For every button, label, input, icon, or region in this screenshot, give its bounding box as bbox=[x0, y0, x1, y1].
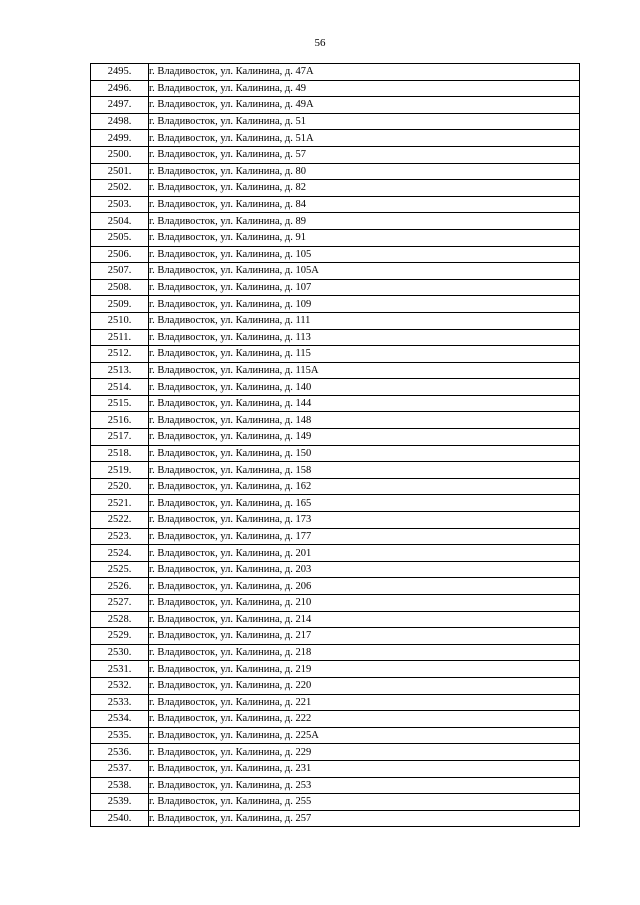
address-cell: г. Владивосток, ул. Калинина, д. 47А bbox=[149, 64, 580, 81]
row-number: 2528. bbox=[91, 611, 149, 628]
address-cell: г. Владивосток, ул. Калинина, д. 231 bbox=[149, 760, 580, 777]
address-cell: г. Владивосток, ул. Калинина, д. 162 bbox=[149, 478, 580, 495]
address-cell: г. Владивосток, ул. Калинина, д. 91 bbox=[149, 229, 580, 246]
table-row bbox=[91, 196, 580, 213]
row-number: 2499. bbox=[91, 130, 149, 147]
row-number: 2507. bbox=[91, 263, 149, 280]
table-row bbox=[91, 760, 580, 777]
row-number: 2512. bbox=[91, 346, 149, 363]
table-row bbox=[91, 677, 580, 694]
row-number: 2513. bbox=[91, 362, 149, 379]
table-row bbox=[91, 279, 580, 296]
table-row bbox=[91, 395, 580, 412]
row-number: 2495. bbox=[91, 64, 149, 81]
address-table-body bbox=[91, 64, 580, 827]
row-number: 2516. bbox=[91, 412, 149, 429]
address-cell: г. Владивосток, ул. Калинина, д. 80 bbox=[149, 163, 580, 180]
address-cell: г. Владивосток, ул. Калинина, д. 149 bbox=[149, 429, 580, 446]
table-row bbox=[91, 644, 580, 661]
address-cell: г. Владивосток, ул. Калинина, д. 49 bbox=[149, 80, 580, 97]
address-cell: г. Владивосток, ул. Калинина, д. 222 bbox=[149, 711, 580, 728]
address-cell: г. Владивосток, ул. Калинина, д. 148 bbox=[149, 412, 580, 429]
address-cell: г. Владивосток, ул. Калинина, д. 177 bbox=[149, 528, 580, 545]
address-cell: г. Владивосток, ул. Калинина, д. 49А bbox=[149, 97, 580, 114]
row-number: 2533. bbox=[91, 694, 149, 711]
table-row bbox=[91, 445, 580, 462]
address-cell: г. Владивосток, ул. Калинина, д. 140 bbox=[149, 379, 580, 396]
address-cell: г. Владивосток, ул. Калинина, д. 113 bbox=[149, 329, 580, 346]
row-number: 2509. bbox=[91, 296, 149, 313]
row-number: 2521. bbox=[91, 495, 149, 512]
table-row bbox=[91, 495, 580, 512]
row-number: 2504. bbox=[91, 213, 149, 230]
address-cell: г. Владивосток, ул. Калинина, д. 115 bbox=[149, 346, 580, 363]
address-cell: г. Владивосток, ул. Калинина, д. 165 bbox=[149, 495, 580, 512]
address-cell: г. Владивосток, ул. Калинина, д. 225А bbox=[149, 727, 580, 744]
address-cell: г. Владивосток, ул. Калинина, д. 144 bbox=[149, 395, 580, 412]
table-row bbox=[91, 379, 580, 396]
table-row bbox=[91, 429, 580, 446]
row-number: 2520. bbox=[91, 478, 149, 495]
table-row bbox=[91, 595, 580, 612]
address-cell: г. Владивосток, ул. Калинина, д. 51 bbox=[149, 113, 580, 130]
address-cell: г. Владивосток, ул. Калинина, д. 89 bbox=[149, 213, 580, 230]
row-number: 2519. bbox=[91, 462, 149, 479]
row-number: 2529. bbox=[91, 628, 149, 645]
row-number: 2538. bbox=[91, 777, 149, 794]
address-cell: г. Владивосток, ул. Калинина, д. 253 bbox=[149, 777, 580, 794]
table-row bbox=[91, 462, 580, 479]
address-cell: г. Владивосток, ул. Калинина, д. 150 bbox=[149, 445, 580, 462]
row-number: 2501. bbox=[91, 163, 149, 180]
table-row bbox=[91, 296, 580, 313]
table-row bbox=[91, 694, 580, 711]
row-number: 2496. bbox=[91, 80, 149, 97]
address-cell: г. Владивосток, ул. Калинина, д. 57 bbox=[149, 146, 580, 163]
row-number: 2536. bbox=[91, 744, 149, 761]
address-cell: г. Владивосток, ул. Калинина, д. 105 bbox=[149, 246, 580, 263]
address-cell: г. Владивосток, ул. Калинина, д. 229 bbox=[149, 744, 580, 761]
address-cell: г. Владивосток, ул. Калинина, д. 210 bbox=[149, 595, 580, 612]
table-row bbox=[91, 64, 580, 81]
row-number: 2506. bbox=[91, 246, 149, 263]
row-number: 2515. bbox=[91, 395, 149, 412]
address-cell: г. Владивосток, ул. Калинина, д. 221 bbox=[149, 694, 580, 711]
table-row bbox=[91, 362, 580, 379]
address-cell: г. Владивосток, ул. Калинина, д. 206 bbox=[149, 578, 580, 595]
row-number: 2534. bbox=[91, 711, 149, 728]
table-row bbox=[91, 130, 580, 147]
table-row bbox=[91, 727, 580, 744]
table-row bbox=[91, 661, 580, 678]
row-number: 2518. bbox=[91, 445, 149, 462]
table-row bbox=[91, 810, 580, 827]
table-row bbox=[91, 628, 580, 645]
row-number: 2524. bbox=[91, 545, 149, 562]
row-number: 2503. bbox=[91, 196, 149, 213]
address-cell: г. Владивосток, ул. Калинина, д. 214 bbox=[149, 611, 580, 628]
row-number: 2514. bbox=[91, 379, 149, 396]
table-row bbox=[91, 611, 580, 628]
row-number: 2527. bbox=[91, 595, 149, 612]
address-cell: г. Владивосток, ул. Калинина, д. 203 bbox=[149, 561, 580, 578]
address-cell: г. Владивосток, ул. Калинина, д. 173 bbox=[149, 512, 580, 529]
row-number: 2498. bbox=[91, 113, 149, 130]
row-number: 2540. bbox=[91, 810, 149, 827]
row-number: 2539. bbox=[91, 794, 149, 811]
table-row bbox=[91, 512, 580, 529]
address-cell: г. Владивосток, ул. Калинина, д. 105А bbox=[149, 263, 580, 280]
table-row bbox=[91, 312, 580, 329]
row-number: 2525. bbox=[91, 561, 149, 578]
row-number: 2532. bbox=[91, 677, 149, 694]
address-cell: г. Владивосток, ул. Калинина, д. 107 bbox=[149, 279, 580, 296]
address-cell: г. Владивосток, ул. Калинина, д. 220 bbox=[149, 677, 580, 694]
row-number: 2517. bbox=[91, 429, 149, 446]
table-row bbox=[91, 528, 580, 545]
address-cell: г. Владивосток, ул. Калинина, д. 84 bbox=[149, 196, 580, 213]
row-number: 2508. bbox=[91, 279, 149, 296]
table-row bbox=[91, 213, 580, 230]
row-number: 2530. bbox=[91, 644, 149, 661]
table-row bbox=[91, 545, 580, 562]
row-number: 2531. bbox=[91, 661, 149, 678]
table-row bbox=[91, 80, 580, 97]
row-number: 2497. bbox=[91, 97, 149, 114]
address-cell: г. Владивосток, ул. Калинина, д. 115А bbox=[149, 362, 580, 379]
page-number: 56 bbox=[314, 37, 326, 49]
table-row bbox=[91, 329, 580, 346]
address-cell: г. Владивосток, ул. Калинина, д. 82 bbox=[149, 180, 580, 197]
table-row bbox=[91, 229, 580, 246]
table-row bbox=[91, 478, 580, 495]
row-number: 2511. bbox=[91, 329, 149, 346]
table-row bbox=[91, 412, 580, 429]
address-cell: г. Владивосток, ул. Калинина, д. 109 bbox=[149, 296, 580, 313]
address-cell: г. Владивосток, ул. Калинина, д. 158 bbox=[149, 462, 580, 479]
table-row bbox=[91, 744, 580, 761]
address-cell: г. Владивосток, ул. Калинина, д. 111 bbox=[149, 312, 580, 329]
table-row bbox=[91, 346, 580, 363]
row-number: 2523. bbox=[91, 528, 149, 545]
row-number: 2510. bbox=[91, 312, 149, 329]
address-table bbox=[90, 63, 580, 827]
address-cell: г. Владивосток, ул. Калинина, д. 257 bbox=[149, 810, 580, 827]
row-number: 2500. bbox=[91, 146, 149, 163]
row-number: 2526. bbox=[91, 578, 149, 595]
table-row bbox=[91, 711, 580, 728]
table-row bbox=[91, 163, 580, 180]
table-row bbox=[91, 578, 580, 595]
table-row bbox=[91, 97, 580, 114]
table-row bbox=[91, 777, 580, 794]
table-row bbox=[91, 113, 580, 130]
address-cell: г. Владивосток, ул. Калинина, д. 51А bbox=[149, 130, 580, 147]
row-number: 2522. bbox=[91, 512, 149, 529]
table-row bbox=[91, 180, 580, 197]
table-row bbox=[91, 263, 580, 280]
address-cell: г. Владивосток, ул. Калинина, д. 217 bbox=[149, 628, 580, 645]
address-cell: г. Владивосток, ул. Калинина, д. 255 bbox=[149, 794, 580, 811]
row-number: 2535. bbox=[91, 727, 149, 744]
table-row bbox=[91, 794, 580, 811]
address-cell: г. Владивосток, ул. Калинина, д. 218 bbox=[149, 644, 580, 661]
table-row bbox=[91, 561, 580, 578]
table-row bbox=[91, 246, 580, 263]
row-number: 2502. bbox=[91, 180, 149, 197]
address-cell: г. Владивосток, ул. Калинина, д. 201 bbox=[149, 545, 580, 562]
address-cell: г. Владивосток, ул. Калинина, д. 219 bbox=[149, 661, 580, 678]
row-number: 2505. bbox=[91, 229, 149, 246]
row-number: 2537. bbox=[91, 760, 149, 777]
table-row bbox=[91, 146, 580, 163]
